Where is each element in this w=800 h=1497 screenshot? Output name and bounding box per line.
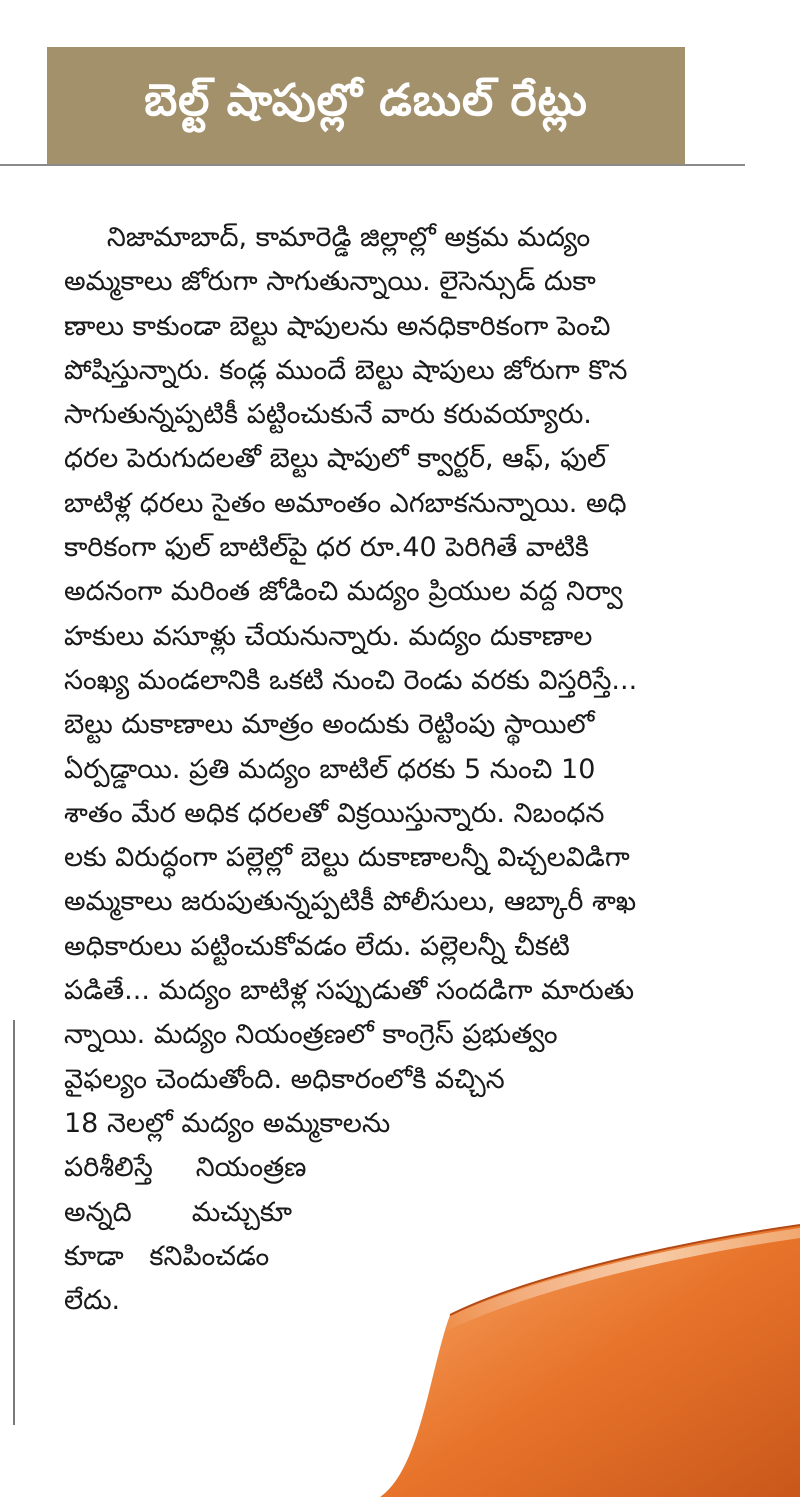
headline-rule (0, 164, 745, 166)
headline-banner (47, 47, 685, 164)
article-line: ధరల పెరుగుదలతో బెల్టు షాపులో క్వార్టర్, ఆఫ్, ఫుల్ (64, 443, 607, 475)
article-line: అమ్మకాలు జోరుగా సాగుతున్నాయి. లైసెన్సుడ్ దుకా (64, 266, 596, 298)
article-line: అదనంగా మరింత జోడించి మద్యం ప్రియుల వద్ద నిర్వా (64, 576, 623, 608)
article-body (64, 216, 744, 1323)
article-line: న్నాయి. మద్యం నియంత్రణలో కాంగ్రెస్ ప్రభుత్వం (64, 1019, 558, 1051)
article-line: 18 నెలల్లో మద్యం అమ్మకాలను (64, 1107, 391, 1139)
article-line: లకు విరుద్ధంగా పల్లెల్లో బెల్టు దుకాణాలన్నీ విచ్చలవిడిగా (64, 842, 630, 874)
article-line: నిజామాబాద్, కామారెడ్డి జిల్లాల్లో అక్రమ మద్యం (64, 222, 591, 253)
article-line: హకులు వసూళ్లు చేయనున్నారు. మద్యం దుకాణాల (64, 620, 593, 652)
article-line: వైఫల్యం చెందుతోంది. అధికారంలోకి వచ్చిన (64, 1063, 505, 1095)
article-line: ణాలు కాకుండా బెల్టు షాపులను అనధికారికంగా పెంచి (64, 310, 611, 342)
column-divider (13, 1020, 15, 1425)
article-line: లేదు. (64, 1285, 121, 1317)
article-line: కారికంగా ఫుల్ బాటిల్‌పై ధర రూ.40 పెరిగితే వాటికి (64, 532, 590, 564)
article-line: పోషిస్తున్నారు. కండ్ల ముందే బెల్టు షాపులు జోరుగా కొన (64, 354, 628, 386)
article-line: సాగుతున్నప్పటికీ పట్టించుకునే వారు కరువయ్యారు. (64, 399, 592, 431)
article-line: బాటిళ్ల ధరలు సైతం అమాంతం ఎగబాకనున్నాయి. అధి (64, 487, 627, 519)
article-line: బెల్టు దుకాణాలు మాత్రం అందుకు రెట్టింపు స్థాయిలో (64, 709, 595, 741)
article-line: పడితే... మద్యం బాటిళ్ల సప్పుడుతో సందడిగా మారుతు (64, 975, 635, 1007)
article-line: సంఖ్య మండలానికి ఒకటి నుంచి రెండు వరకు విస్తరిస్తే... (64, 664, 638, 696)
article-line: ఏర్పడ్డాయి. ప్రతి మద్యం బాటిల్ ధరకు 5 నుంచి 10 (64, 753, 596, 785)
article-line: అమ్మకాలు జరుపుతున్నప్పటికీ పోలీసులు, ఆబ్కారీ శాఖ (64, 886, 637, 918)
headline: బెల్ట్ షాపుల్లో డబుల్ రేట్లు (144, 74, 588, 126)
article-line: అన్నది మచ్చుకూ (64, 1196, 293, 1228)
article-line: పరిశీలిస్తే నియంత్రణ (64, 1152, 307, 1184)
article-line: శాతం మేర అధిక ధరలతో విక్రయిస్తున్నారు. నిబంధన (64, 797, 605, 829)
article-line: కూడా కనిపించడం (64, 1240, 270, 1272)
article-line: అధికారులు పట్టించుకోవడం లేదు. పల్లెలన్నీ చీకటి (64, 930, 570, 962)
